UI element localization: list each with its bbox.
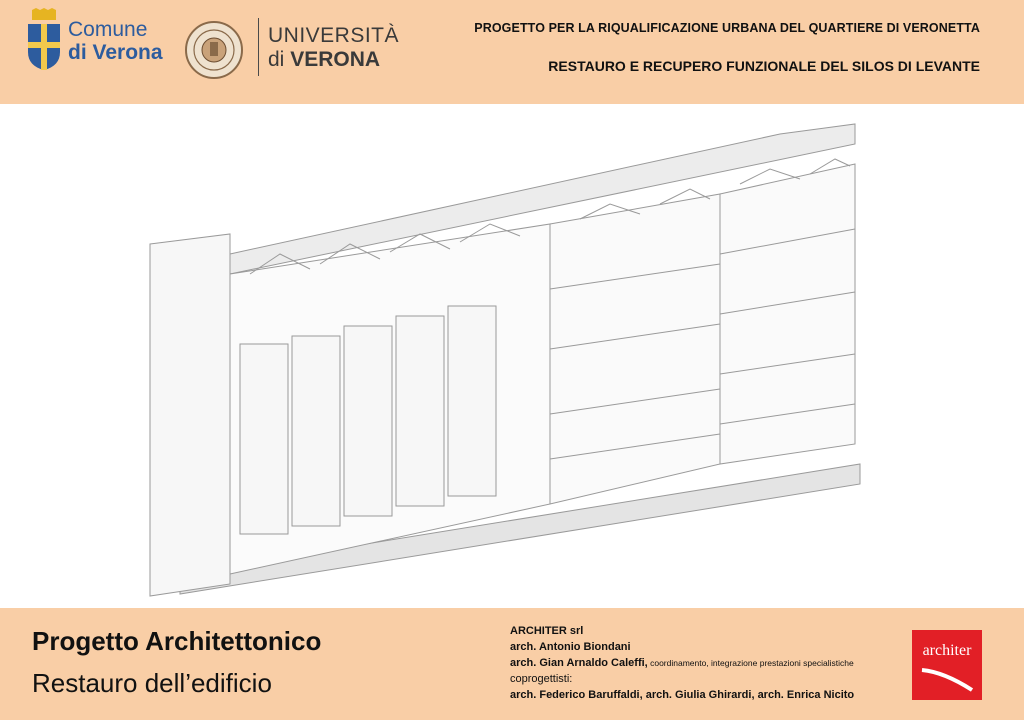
coprogettisti-list: arch. Federico Baruffaldi, arch. Giulia Ghirardi, arch. Enrica Nicito (510, 689, 855, 701)
logo-divider (258, 18, 259, 76)
project-title: PROGETTO PER LA RIQUALIFICAZIONE URBANA DEL QUARTIERE DI VERONETTA (474, 21, 980, 35)
university-di: di (268, 48, 285, 71)
building-section-drawing (120, 104, 880, 608)
comune-line1: Comune (68, 18, 148, 41)
university-verona: VERONA (290, 48, 381, 71)
architect-2: arch. Gian Arnaldo Caleffi, (510, 657, 648, 669)
university-line1: UNIVERSITÀ (268, 24, 400, 47)
section-heading: Progetto Architettonico (32, 626, 322, 656)
company-name: ARCHITER srl (510, 625, 584, 637)
architect-2-role: coordinamento, integrazione prestazioni specialistiche (647, 658, 854, 668)
architer-logo-text: architer (922, 642, 972, 659)
architect-1: arch. Antonio Biondani (510, 641, 631, 653)
architect-2-line (510, 655, 854, 671)
university-seal-icon (184, 20, 244, 80)
comune-logo (26, 8, 176, 74)
comune-name (68, 18, 163, 64)
university-line2 (268, 48, 399, 72)
university-name (268, 24, 399, 72)
architer-swoosh-icon (920, 666, 974, 692)
verona-crest-icon (26, 8, 62, 72)
coprogettisti-label: coprogettisti: (510, 673, 573, 685)
comune-line2: di Verona (68, 41, 163, 64)
credits-block (510, 623, 854, 703)
section-subheading: Restauro dell’edificio (32, 668, 272, 698)
project-subtitle: RESTAURO E RECUPERO FUNZIONALE DEL SILOS DI LEVANTE (548, 58, 980, 74)
architer-logo-icon (912, 630, 982, 700)
